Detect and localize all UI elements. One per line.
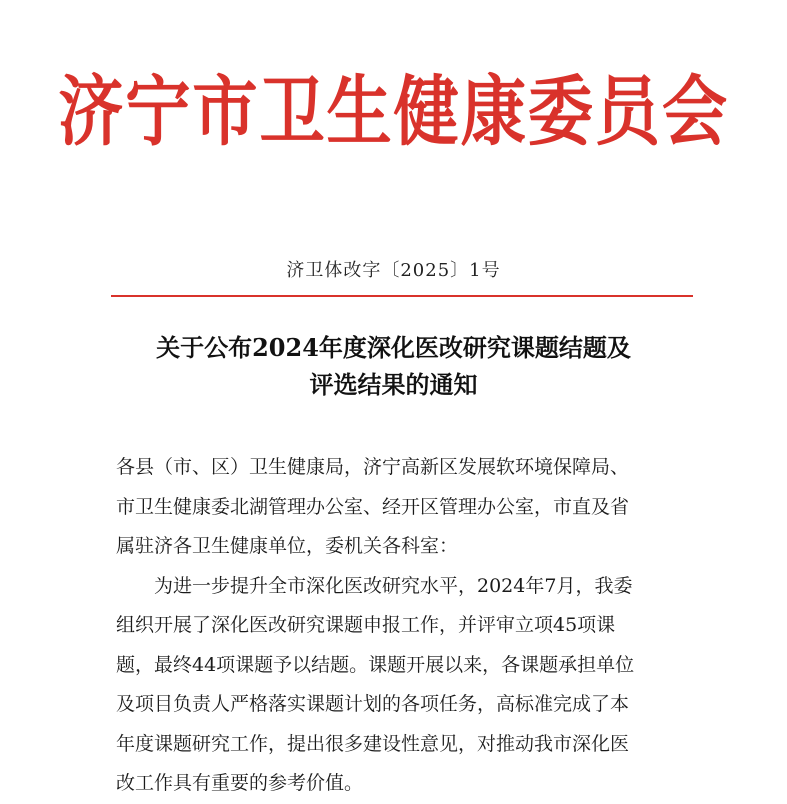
notice-title [80, 329, 707, 403]
notice-title-line: 评选结果的通知 [309, 370, 478, 399]
body-line: 组织开展了深化医改研究课题申报工作，并评审立项45项课 [116, 614, 616, 636]
body-line: 各县（市、区）卫生健康局，济宁高新区发展软环境保障局、 [116, 456, 630, 478]
body-line: 为进一步提升全市深化医改研究水平，2024年7月，我委 [154, 574, 633, 597]
notice-title-line: 关于公布2024年度深化医改研究课题结题及 [156, 333, 631, 362]
body-line: 题，最终44项课题予以结题。课题开展以来，各课题承担单位 [116, 653, 635, 676]
document-number: 济卫体改字〔2025〕1号 [286, 260, 501, 281]
body-line: 年度课题研究工作，提出很多建设性意见，对推动我市深化医 [116, 732, 630, 755]
letterhead-title: 济宁市卫生健康委员会 [58, 67, 729, 156]
body-line: 及项目负责人严格落实课题计划的各项任务，高标准完成了本 [116, 693, 630, 715]
notice-body [116, 448, 691, 804]
body-line: 属驻济各卫生健康单位，委机关各科室： [116, 535, 459, 557]
body-line: 改工作具有重要的参考价值。 [116, 772, 364, 794]
letterhead-divider [111, 295, 693, 297]
body-line: 市卫生健康委北湖管理办公室、经开区管理办公室，市直及省 [116, 495, 630, 518]
